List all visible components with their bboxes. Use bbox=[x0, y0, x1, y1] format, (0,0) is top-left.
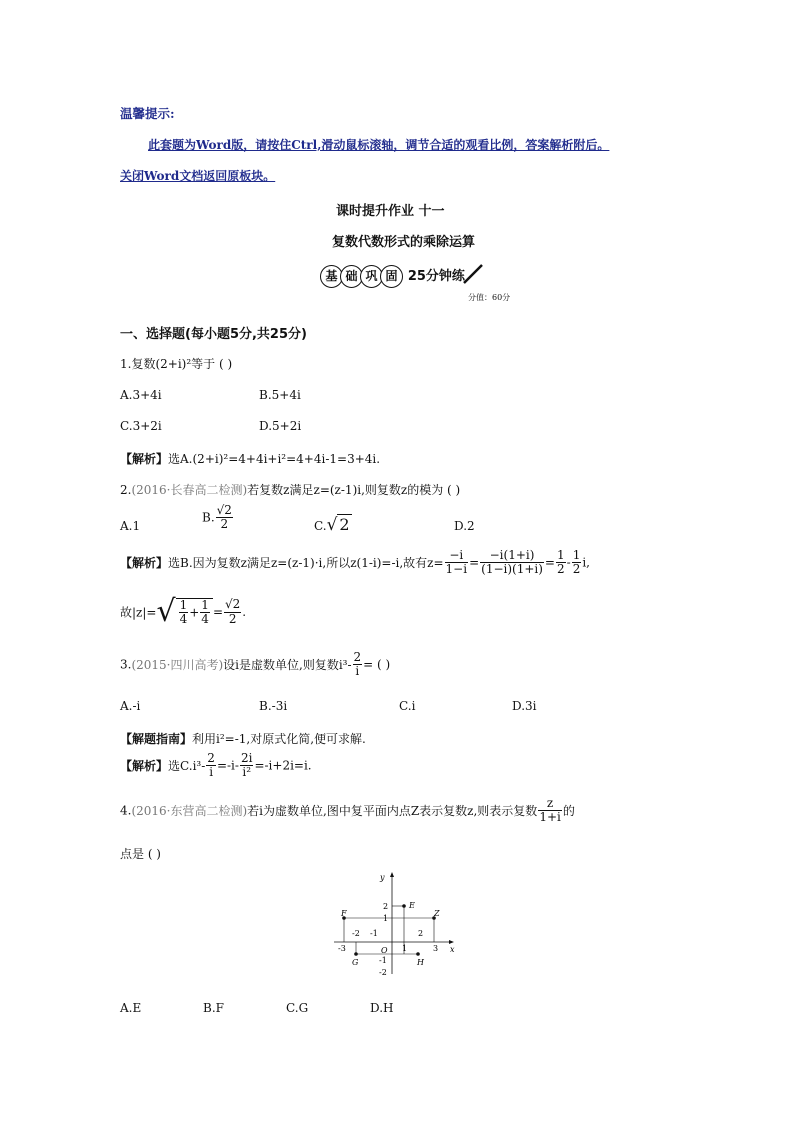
numerator: −i bbox=[445, 549, 469, 563]
point-label: G bbox=[352, 958, 359, 967]
q1-analysis bbox=[120, 450, 380, 467]
fraction bbox=[572, 549, 582, 576]
analysis-label: 【解析】 bbox=[120, 556, 169, 571]
question-number: 3. bbox=[120, 657, 132, 672]
tip-line-2: 关闭Word文档返回原板块。 bbox=[120, 169, 276, 183]
point-e bbox=[402, 904, 406, 908]
operator: = bbox=[469, 555, 480, 570]
fraction bbox=[445, 549, 469, 576]
operator: = bbox=[544, 555, 555, 570]
denominator: i² bbox=[242, 765, 252, 780]
score-label: 分值：60分 bbox=[468, 293, 511, 302]
analysis-label: 【解析】 bbox=[120, 452, 169, 466]
radicand: 2 bbox=[339, 515, 350, 534]
fraction bbox=[179, 599, 189, 626]
numerator: √2 bbox=[225, 597, 241, 612]
denominator: 2 bbox=[228, 611, 237, 626]
question-source: (2015·四川高考) bbox=[131, 658, 224, 673]
fraction bbox=[216, 504, 233, 531]
analysis-end: =-i+2i=i. bbox=[254, 758, 312, 773]
operator: = bbox=[212, 605, 223, 619]
point-label: F bbox=[341, 909, 347, 918]
y-tick-label: 1 bbox=[383, 914, 389, 923]
q3-option-b: B.-3i bbox=[259, 699, 288, 713]
denominator: (1−i)(1+i) bbox=[481, 562, 543, 577]
q2-analysis bbox=[120, 549, 590, 576]
fraction bbox=[480, 549, 544, 576]
banner-char: 础 bbox=[340, 265, 363, 288]
point-label: E bbox=[409, 901, 415, 910]
q2-option-c bbox=[314, 514, 352, 535]
point-g bbox=[354, 952, 358, 956]
analysis-text: =-i- bbox=[216, 758, 239, 773]
analysis-end: . bbox=[242, 605, 247, 619]
banner-char: 巩 bbox=[360, 265, 383, 288]
operator: + bbox=[189, 605, 200, 620]
fraction bbox=[206, 752, 216, 779]
point-label: H bbox=[417, 958, 424, 967]
numerator: 1 bbox=[572, 548, 581, 562]
numerator: 1 bbox=[179, 597, 188, 612]
q1-option-b: B.5+4i bbox=[259, 388, 301, 402]
y-tick-label: 2 bbox=[383, 902, 389, 911]
analysis-text: 故|z|= bbox=[120, 605, 157, 620]
denominator: 1−i bbox=[445, 562, 468, 577]
denominator: i bbox=[355, 664, 360, 679]
y-arrow-icon bbox=[390, 872, 394, 877]
x-tick-label: 1 bbox=[402, 944, 408, 953]
denominator: 2 bbox=[556, 562, 565, 577]
y-axis-label: y bbox=[380, 873, 385, 882]
pen-icon bbox=[462, 263, 484, 285]
q1-option-a: A.3+4i bbox=[120, 388, 162, 402]
q1-option-c: C.3+2i bbox=[120, 419, 162, 433]
numerator: 1 bbox=[201, 597, 209, 612]
y-tick-label: -2 bbox=[379, 968, 387, 977]
q2-option-b bbox=[202, 504, 234, 531]
section-heading: 一、选择题(每小题5分,共25分) bbox=[120, 327, 307, 342]
question-2-stem bbox=[120, 481, 460, 498]
page-title: 课时提升作业 十一 bbox=[336, 204, 445, 219]
fraction bbox=[240, 752, 253, 779]
analysis-text: 选B.因为复数z满足z=(z-1)·i,所以z(1-i)=-i,故有z= bbox=[168, 556, 444, 571]
question-text-end: = ( ) bbox=[363, 657, 391, 672]
numerator: 2 bbox=[207, 751, 215, 765]
q2-option-a: A.1 bbox=[120, 519, 141, 533]
tip-heading: 温馨提示: bbox=[120, 106, 175, 121]
numerator: 2i bbox=[240, 751, 253, 765]
q2-analysis-line-2 bbox=[120, 594, 247, 629]
basic-practice-banner bbox=[320, 265, 480, 291]
analysis-text: 选C.i³- bbox=[168, 759, 206, 774]
question-text-end: 的 bbox=[562, 804, 575, 819]
radical-sign: √ bbox=[326, 515, 338, 535]
point-h bbox=[416, 952, 420, 956]
denominator: 2 bbox=[572, 562, 581, 577]
analysis-tail: i, bbox=[582, 555, 590, 570]
question-3-stem bbox=[120, 651, 390, 678]
question-source: (2016·长春高二检测) bbox=[131, 483, 248, 497]
x-tick-label: -1 bbox=[370, 929, 378, 938]
q4-option-d: D.H bbox=[370, 1001, 394, 1015]
question-number: 2. bbox=[120, 483, 132, 497]
tip-line-1: 此套题为Word版，请按住Ctrl,滑动鼠标滚轴，调节合适的观看比例，答案解析附后。 bbox=[148, 138, 610, 152]
fraction bbox=[538, 797, 562, 824]
complex-plane-figure bbox=[330, 866, 466, 980]
question-text: 若i为虚数单位,图中复平面内点Z表示复数z,则表示复数 bbox=[247, 804, 538, 819]
fraction bbox=[353, 651, 363, 678]
q4-option-c: C.G bbox=[286, 1001, 309, 1015]
banner-time: 25分钟练 bbox=[407, 269, 465, 284]
operator: - bbox=[566, 555, 571, 570]
denominator: 1+i bbox=[539, 810, 561, 825]
q3-option-c: C.i bbox=[399, 699, 416, 713]
denominator: i bbox=[209, 765, 214, 780]
numerator: −i(1+i) bbox=[480, 549, 544, 563]
q3-option-a: A.-i bbox=[120, 699, 141, 713]
numerator: √2 bbox=[216, 503, 232, 517]
page-subtitle: 复数代数形式的乘除运算 bbox=[332, 235, 476, 250]
origin-label: O bbox=[381, 946, 388, 955]
question-source: (2016·东营高二检测) bbox=[131, 804, 248, 819]
denominator: 4 bbox=[179, 612, 188, 626]
question-4-line-2: 点是 ( ) bbox=[120, 847, 161, 861]
fraction bbox=[200, 599, 210, 626]
question-4-stem bbox=[120, 797, 575, 824]
numerator: 2 bbox=[353, 650, 362, 664]
x-tick-label: 2 bbox=[418, 929, 424, 938]
guide-text: 利用i²=-1,对原式化简,便可求解. bbox=[192, 732, 366, 746]
x-tick-label: 3 bbox=[433, 944, 439, 953]
banner-char: 基 bbox=[320, 265, 343, 288]
x-arrow-icon bbox=[449, 940, 454, 944]
point-label: Z bbox=[434, 909, 440, 918]
radical-sign: √ bbox=[156, 594, 176, 629]
q3-option-d: D.3i bbox=[512, 699, 537, 713]
q4-option-b: B.F bbox=[203, 1001, 224, 1015]
fraction bbox=[224, 598, 241, 625]
x-axis-label: x bbox=[450, 945, 455, 954]
denominator: 2 bbox=[220, 517, 229, 532]
option-letter: C. bbox=[314, 519, 327, 533]
q3-guide bbox=[120, 730, 366, 747]
numerator: 1 bbox=[556, 548, 565, 562]
fraction bbox=[556, 549, 566, 576]
denominator: 4 bbox=[201, 612, 209, 626]
question-text: 设i是虚数单位,则复数i³- bbox=[223, 658, 352, 673]
q2-option-d: D.2 bbox=[454, 519, 475, 533]
guide-label: 【解题指南】 bbox=[120, 732, 193, 746]
question-number: 4. bbox=[120, 803, 132, 818]
banner-char: 固 bbox=[380, 265, 403, 288]
q3-analysis bbox=[120, 752, 312, 779]
analysis-text: 选A.(2+i)²=4+4i+i²=4+4i-1=3+4i. bbox=[168, 452, 381, 466]
question-text: 若复数z满足z=(z-1)i,则复数z的模为 ( ) bbox=[247, 483, 461, 497]
radicand bbox=[176, 598, 213, 626]
y-tick-label: -1 bbox=[379, 956, 387, 965]
q4-option-a: A.E bbox=[120, 1001, 142, 1015]
x-tick-label: -2 bbox=[352, 929, 360, 938]
question-1-stem: 1.复数(2+i)²等于 ( ) bbox=[120, 357, 233, 371]
option-letter: B. bbox=[202, 510, 215, 525]
q1-option-d: D.5+2i bbox=[259, 419, 302, 433]
numerator: z bbox=[538, 797, 562, 811]
analysis-label: 【解析】 bbox=[120, 759, 169, 774]
x-tick-label: -3 bbox=[338, 944, 346, 953]
